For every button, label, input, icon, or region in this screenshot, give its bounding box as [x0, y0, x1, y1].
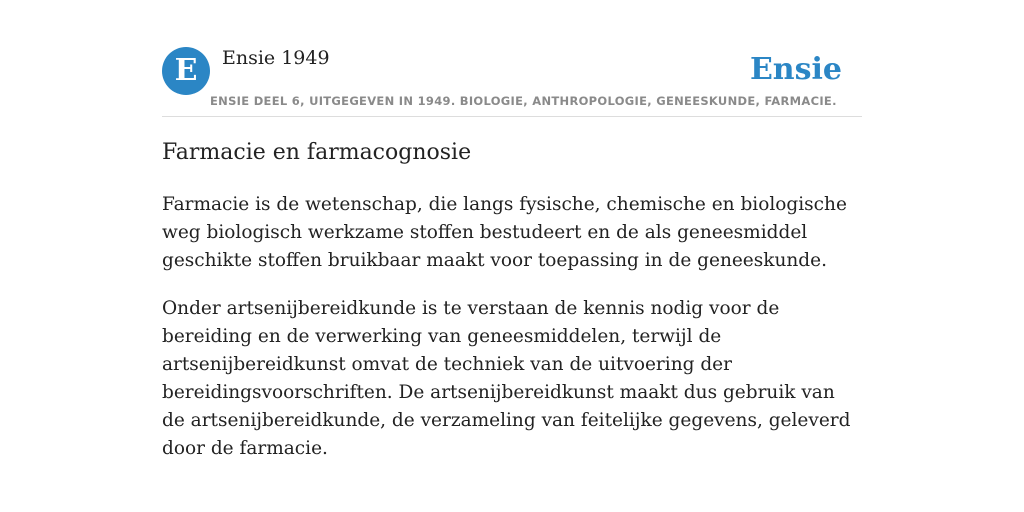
ensie-logo-icon[interactable]	[162, 47, 210, 95]
article	[162, 138, 862, 483]
article-title: Farmacie en farmacognosie	[162, 140, 472, 165]
page-header	[162, 44, 862, 117]
article-paragraph: Onder artsenijbereidkunde is te verstaan de kennis nodig voor de bereiding en de verwerking van geneesmiddelen, terwijl de artsenijbereidkunst omvat de techniek van de uitvoering der bereidingsvoorschriften. De artsenijbereidkunst maakt dus gebruik van de artsenijbereidkunde, de verzameling van feitelijke gegevens, geleverd door de farmacie.	[162, 297, 851, 459]
article-paragraph: Farmacie is de wetenschap, die langs fysische, chemische en biologische weg biologisch werkzame stoffen bestudeert en de als geneesmiddel geschikte stoffen bruikbaar maakt voor toepassing in de geneeskunde.	[162, 193, 847, 271]
brand-logo[interactable]: Ensie	[749, 52, 842, 87]
logo-letter: E	[174, 53, 198, 88]
source-title[interactable]: Ensie 1949	[222, 47, 330, 69]
source-subtitle: ENSIE DEEL 6, UITGEGEVEN IN 1949. BIOLOGIE, ANTHROPOLOGIE, GENEESKUNDE, FARMACIE.	[210, 94, 837, 108]
